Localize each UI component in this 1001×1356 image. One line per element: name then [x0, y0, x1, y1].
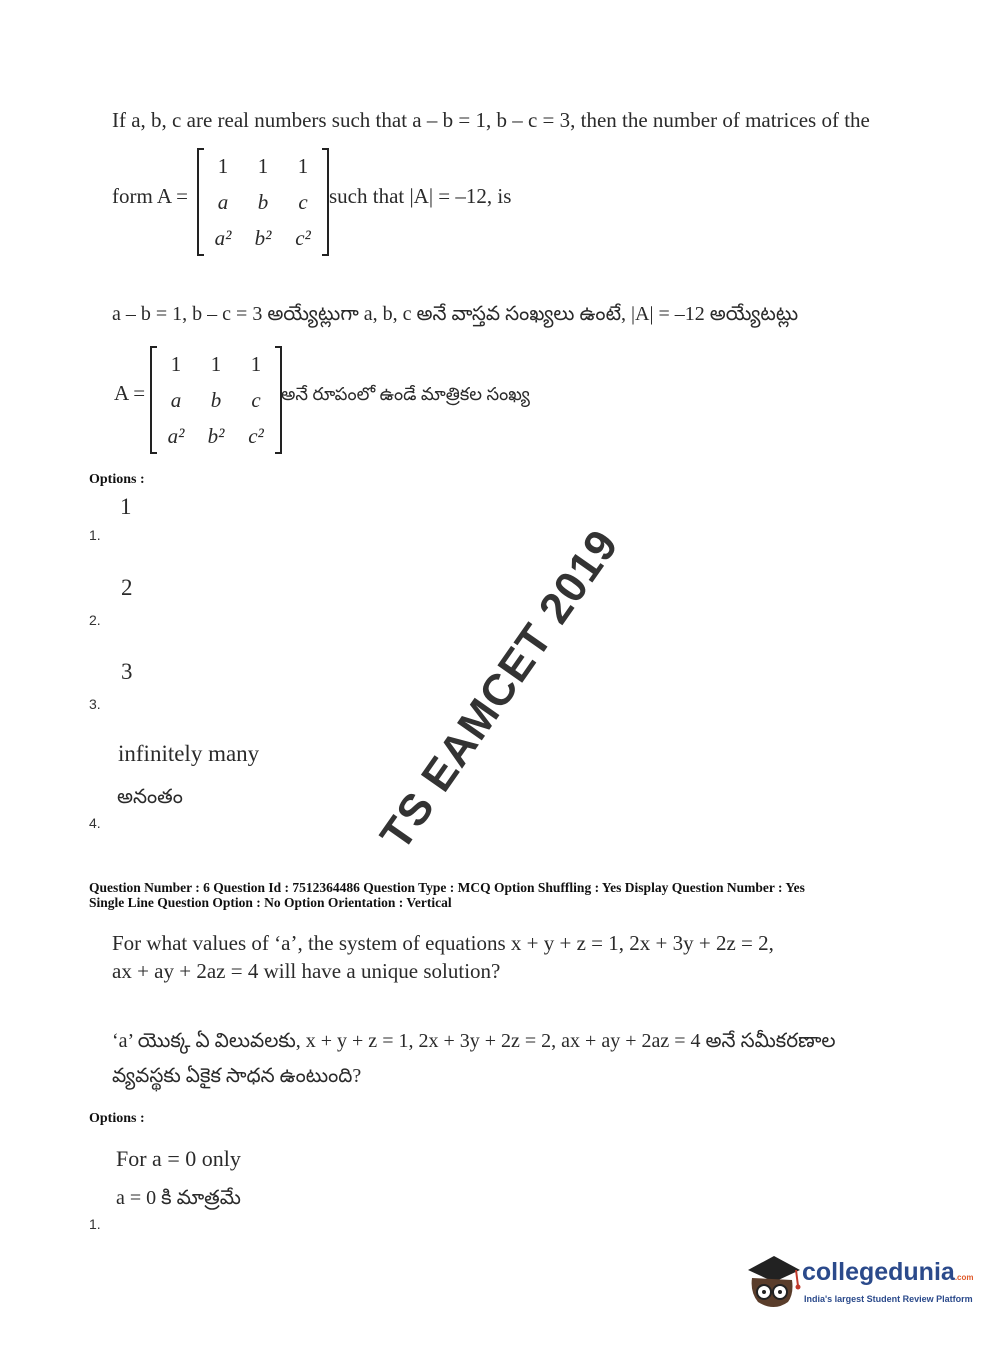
q5-telugu-matrix [150, 346, 282, 454]
matrix-cell: a² [214, 225, 232, 250]
q6-telugu-line2: వ్యవస్థకు ఏకైక సాధన ఉంటుంది? [112, 1065, 362, 1087]
matrix-cell: c² [295, 225, 311, 250]
matrix-cell: 1 [257, 153, 269, 178]
matrix-cell: c [298, 189, 308, 214]
q5-option-4-telugu: అనంతం [117, 786, 183, 808]
q5-option-3-number: 3. [89, 696, 101, 712]
q6-option-1-telugu: a = 0 కి మాత్రమే [116, 1187, 241, 1209]
q6-option-1-value[interactable]: For a = 0 only [116, 1146, 241, 1171]
q5-condition: such that |A| = –12, is [329, 184, 512, 208]
matrix-cell: b² [254, 225, 272, 250]
q5-option-3-value[interactable]: 3 [121, 659, 133, 684]
matrix-cell: c [251, 387, 261, 412]
q6-option-1-number: 1. [89, 1216, 101, 1232]
q6-options-label: Options : [89, 1111, 145, 1126]
matrix-cell: 1 [250, 351, 262, 376]
collegedunia-logo [742, 1252, 972, 1314]
q5-option-1-number: 1. [89, 527, 101, 543]
q6-meta-line2: Single Line Question Option : No Option Orientation : Vertical [89, 895, 452, 910]
matrix-cell: c² [248, 423, 264, 448]
watermark-text: TS EAMCET 2019 [371, 520, 629, 859]
matrix-cell: a [217, 189, 229, 214]
q5-telugu-suffix: అనే రూపంలో ఉండే మాత్రికల సంఖ్య [281, 384, 530, 404]
matrix-cell: b² [207, 423, 225, 448]
matrix-cell: a [170, 387, 182, 412]
q6-telugu-line1: ‘a’ యొక్క ఏ విలువలకు, x + y + z = 1, 2x + 3y + 2z = 2, ax + ay + 2az = 4 అనే సమీకరణాల [112, 1030, 836, 1052]
logo-wordmark: collegedunia.com [802, 1258, 974, 1286]
matrix-cell: 1 [297, 153, 309, 178]
q5-options-label: Options : [89, 472, 145, 487]
q5-option-4-number: 4. [89, 815, 101, 831]
matrix-cell: b [257, 189, 269, 214]
logo-tagline: India's largest Student Review Platform [804, 1294, 973, 1304]
matrix-cell: 1 [210, 351, 222, 376]
q5-matrix [197, 148, 329, 256]
q5-option-2-number: 2. [89, 612, 101, 628]
q6-text-line1: For what values of ‘a’, the system of equations x + y + z = 1, 2x + 3y + 2z = 2, [112, 931, 774, 955]
q5-option-4-value[interactable]: infinitely many [118, 741, 260, 766]
q5-telugu-prefix: A = [114, 381, 146, 405]
q5-text-line1: If a, b, c are real numbers such that a – b = 1, b – c = 3, then the number of matrices of the [112, 108, 870, 132]
matrix-cell: 1 [217, 153, 229, 178]
matrix-cell: 1 [170, 351, 182, 376]
q5-form-prefix: form A = [112, 184, 189, 208]
matrix-cell: b [210, 387, 222, 412]
q5-option-1-value[interactable]: 1 [120, 494, 132, 519]
mascot-icon [742, 1252, 804, 1314]
matrix-cell: a² [167, 423, 185, 448]
q5-option-2-value[interactable]: 2 [121, 575, 133, 600]
q5-telugu-line: a – b = 1, b – c = 3 అయ్యేట్లుగా a, b, c అనే వాస్తవ సంఖ్యలు ఉంటే, |A| = –12 అయ్యేటట్లు [112, 303, 799, 325]
q6-meta-line1: Question Number : 6 Question Id : 7512364486 Question Type : MCQ Option Shuffling : Yes Display Question Number : Yes [89, 880, 805, 895]
q6-text-line2: ax + ay + 2az = 4 will have a unique solution? [112, 959, 501, 983]
